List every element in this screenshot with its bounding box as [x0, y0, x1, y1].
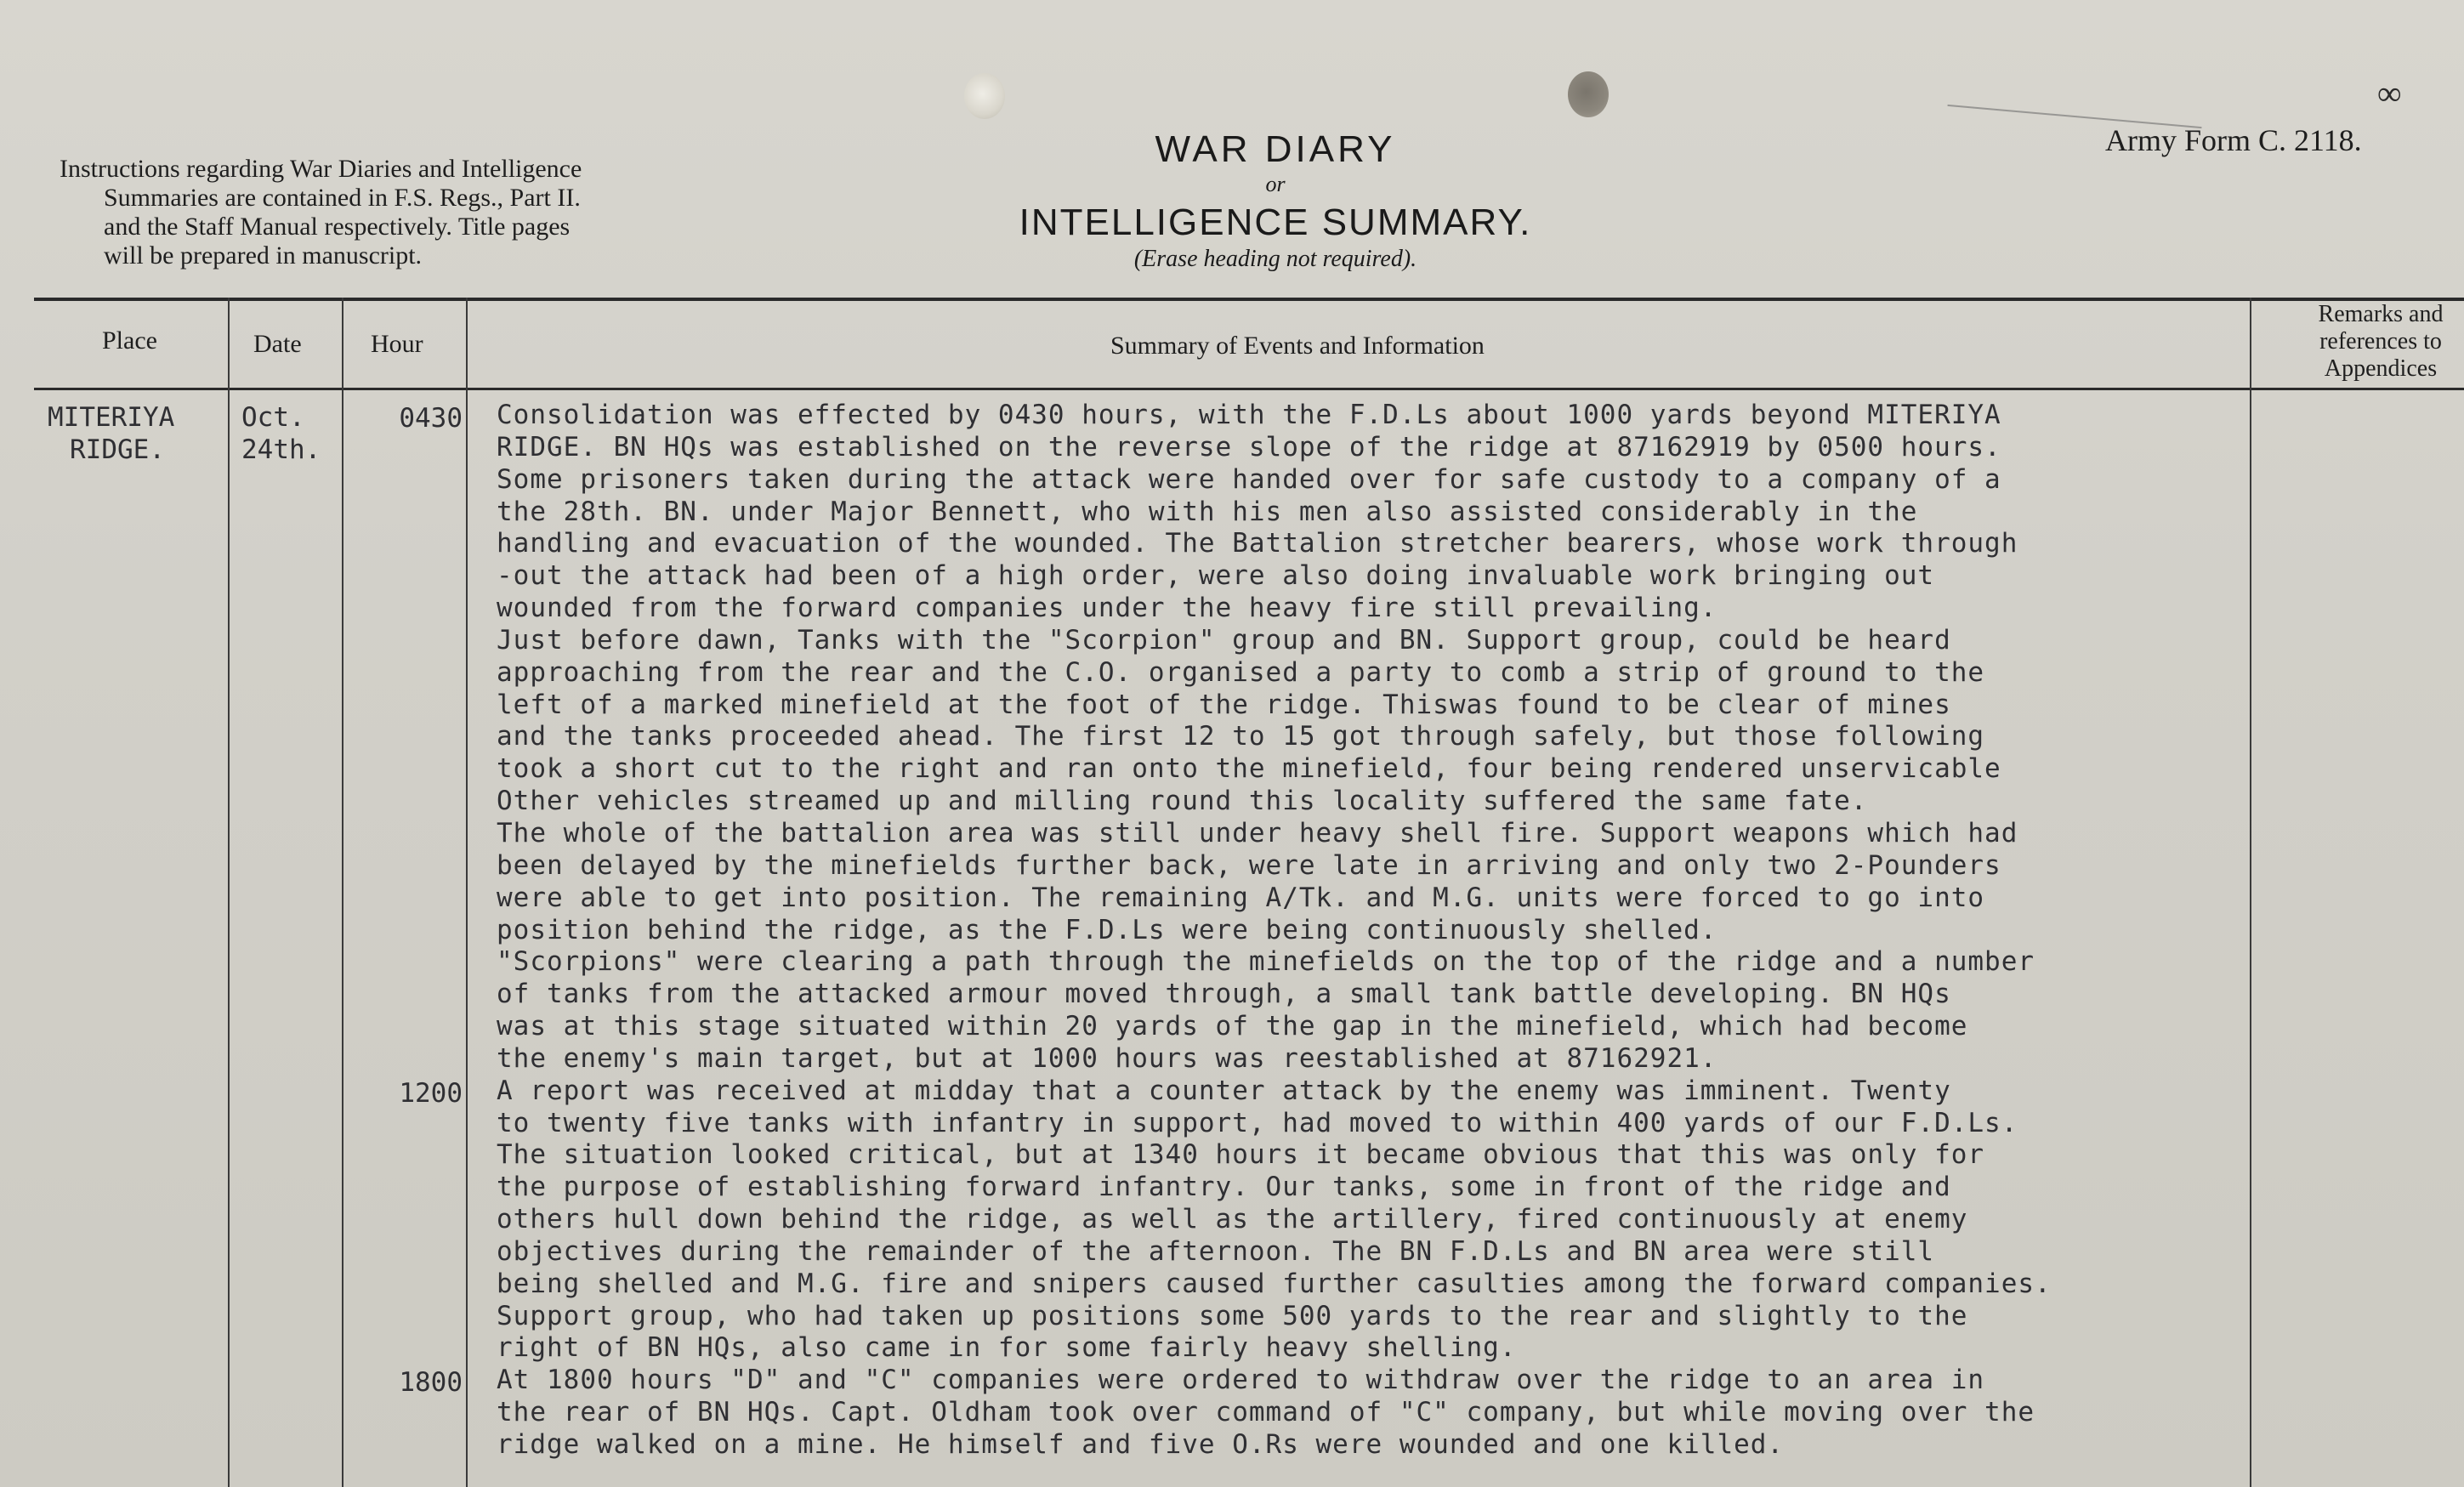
title-intelligence-summary: INTELLIGENCE SUMMARY. — [1019, 201, 1532, 243]
summary-line: approaching from the rear and the C.O. organised a party to comb a strip of ground to the — [497, 656, 1985, 688]
date-cell — [241, 401, 321, 466]
summary-line: position behind the ridge, as the F.D.Ls were being continuously shelled. — [497, 914, 1717, 945]
summary-line: At 1800 hours "D" and "C" companies were ordered to withdraw over the ridge to an area in — [497, 1365, 1985, 1396]
table-header-rule — [34, 388, 2464, 390]
summary-line: was at this stage situated within 20 yards of the gap in the minefield, which had become — [497, 1011, 1968, 1042]
hour-0430: 0430 — [399, 403, 463, 434]
column-divider — [2250, 298, 2251, 1487]
army-form-number: Army Form C. 2118. — [2105, 123, 2362, 157]
instructions-line: will be prepared in manuscript. — [104, 241, 423, 270]
hour-1800: 1800 — [399, 1367, 463, 1398]
column-header-hour: Hour — [371, 330, 423, 358]
summary-line: Consolidation was effected by 0430 hours, with the F.D.Ls about 1000 yards beyond MITERIYA — [497, 400, 2001, 430]
title-or: or — [1265, 172, 1286, 196]
summary-line: the rear of BN HQs. Capt. Oldham took over command of "C" company, but while moving over the — [497, 1397, 2035, 1428]
summary-line: the enemy's main target, but at 1000 hours was reestablished at 87162921. — [497, 1042, 1717, 1074]
punch-hole-right — [1568, 71, 1609, 117]
instructions-line: Instructions regarding War Diaries and Intelligence — [60, 155, 582, 183]
summary-line: objectives during the remainder of the afternoon. The BN F.D.Ls and BN area were still — [497, 1235, 1935, 1267]
instructions-line: and the Staff Manual respectively. Title pages — [104, 213, 571, 241]
column-divider — [466, 298, 468, 1487]
summary-line: Support group, who had taken up positions some 500 yards to the rear and slightly to the — [497, 1300, 1968, 1331]
column-header-remarks — [2297, 301, 2464, 383]
summary-line: "Scorpions" were clearing a path through the minefields on the top of the ridge and a number — [497, 946, 2035, 978]
table-top-rule — [34, 298, 2464, 301]
column-header-place: Place — [102, 326, 157, 355]
remarks-header-line: Appendices — [2324, 355, 2438, 382]
summary-line: of tanks from the attacked armour moved through, a small tank battle developing. BN HQs — [497, 979, 1951, 1010]
summary-line: Other vehicles streamed up and milling round this locality suffered the same fate. — [497, 786, 1868, 817]
punch-hole-left — [964, 73, 1005, 119]
summary-line: wounded from the forward companies under the heavy fire still prevailing. — [497, 593, 1717, 624]
hour-1200: 1200 — [399, 1078, 463, 1109]
pencil-mark: ∞ — [2377, 74, 2402, 112]
instructions-line: Summaries are contained in F.S. Regs., Part II. — [104, 184, 581, 212]
summary-line: -out the attack had been of a high order, were also doing invaluable work bringing out — [497, 560, 1935, 592]
summary-line: took a short cut to the right and ran onto the minefield, four being rendered unservicable — [497, 753, 2001, 785]
summary-line: to twenty five tanks with infantry in support, had moved to within 400 yards of our F.D.Ls. — [497, 1107, 2018, 1138]
column-header-summary: Summary of Events and Information — [1110, 332, 1485, 360]
summary-line: ridge walked on a mine. He himself and five O.Rs were wounded and one killed. — [497, 1429, 1785, 1460]
erase-heading-note: (Erase heading not required). — [1133, 246, 1417, 272]
summary-line: been delayed by the minefields further back, were late in arriving and only two 2-Pounders — [497, 849, 2001, 881]
summary-line: were able to get into position. The remaining A/Tk. and M.G. units were forced to go into — [497, 882, 1985, 913]
remarks-header-line: references to — [2319, 328, 2442, 355]
date-line: Oct. — [241, 402, 305, 433]
place-line: RIDGE. — [70, 434, 165, 465]
instructions-note — [60, 155, 740, 270]
summary-line: handling and evacuation of the wounded. The Battalion stretcher bearers, whose work through — [497, 528, 2018, 559]
summary-line: RIDGE. BN HQs was established on the reverse slope of the ridge at 87162919 by 0500 hours. — [497, 431, 2001, 463]
remarks-header-line: Remarks and — [2318, 301, 2444, 327]
summary-line: The situation looked critical, but at 1340 hours it became obvious that this was only for — [497, 1139, 1985, 1171]
summary-of-events — [497, 400, 2052, 1461]
date-line: 24th. — [241, 434, 321, 465]
summary-line: Just before dawn, Tanks with the "Scorpion" group and BN. Support group, could be heard — [497, 624, 1951, 656]
summary-line: and the tanks proceeded ahead. The first 12 to 15 got through safely, but those following — [497, 721, 1985, 752]
summary-line: being shelled and M.G. fire and snipers caused further casulties among the forward companies. — [497, 1268, 2052, 1299]
column-divider — [228, 298, 230, 1487]
summary-line: A report was received at midday that a counter attack by the enemy was imminent. Twenty — [497, 1075, 1951, 1106]
summary-line: the 28th. BN. under Major Bennett, who with his men also assisted considerably in the — [497, 496, 1918, 527]
summary-line: left of a marked minefield at the foot of the ridge. Thiswas found to be clear of mines — [497, 689, 1951, 720]
summary-line: right of BN HQs, also came in for some fairly heavy shelling. — [497, 1332, 1517, 1364]
title-war-diary: WAR DIARY — [1155, 128, 1396, 170]
summary-line: the purpose of establishing forward infantry. Our tanks, some in front of the ridge and — [497, 1172, 1951, 1203]
summary-line: Some prisoners taken during the attack were handed over for safe custody to a company of a — [497, 463, 2001, 495]
summary-line: The whole of the battalion area was still under heavy shell fire. Support weapons which had — [497, 817, 2018, 848]
form-title — [952, 128, 1598, 274]
place-line: MITERIYA — [48, 402, 175, 433]
column-divider — [342, 298, 343, 1487]
place-cell — [48, 401, 174, 466]
summary-line: others hull down behind the ridge, as well as the artillery, fired continuously at enemy — [497, 1204, 1968, 1235]
column-header-date: Date — [253, 330, 302, 358]
